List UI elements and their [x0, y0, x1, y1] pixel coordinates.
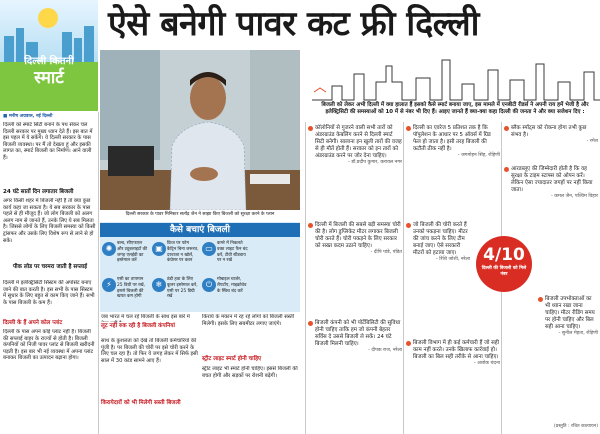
quote-author: - दीपि पांडे, पंडित: [370, 249, 402, 255]
left-paragraph-3: दिल्ली के पास अपने कोई प्लांट नहीं है। बिजली की सप्लाई बाहर के राज्यों से होती है। बिजली कंपनियों को निजी पावर प्लांट से बिजली खरीदनी पड़ती है। इस बार भी नई व्यवस्था में अपना प्लांट बनाकर बिजली का उत्पादन बढ़ाना होगा।: [3, 329, 95, 362]
reader-quote: [406, 340, 500, 367]
reader-quote: [308, 320, 402, 354]
tip-item: [201, 240, 249, 276]
quote-author: - अशोक चंदना: [473, 360, 500, 366]
mid-paragraph-3: किराये के मकान में रह रहे लोगों को बिजली सस्ती मिलेगी। इसके लिए सबमीटर लगाए जाएंगे।: [202, 314, 295, 327]
reader-quote: [308, 222, 402, 256]
fridge-icon: ▣: [152, 242, 166, 256]
bulb-icon: ✺: [102, 242, 116, 256]
bullet-icon: [406, 341, 411, 346]
tip-item: [151, 240, 199, 276]
tip-text: मोबाइल चार्जर, लैपटॉप, माइक्रोवेव के स्विच बंद करें: [217, 277, 247, 294]
logo-line-2: स्मार्ट: [34, 68, 64, 88]
left-paragraph-2: दिल्ली में इलेक्ट्रिसिटी सिस्टम की अपोसेट बनाए जाने की बात करती है। इस सभी के पास सिस्टम में सुधार के लिए बहुत से काम किए जाने हैं। सभी के पास बिजली के कम हैं।: [3, 280, 95, 306]
tip-item: [201, 276, 249, 312]
quote-text: दिल्ली में बिजली की सबसे बड़ी समस्या चोरी की है। लोग डुप्लिकेट मीटर लगाकर बिजली चोरी करते हैं। चोरी पकड़ने के लिए सरकार को सख्त कदम उठाने चाहिए।: [315, 222, 401, 249]
footer-credit: (प्रस्तुति : रचित कात्यायन): [553, 424, 598, 429]
byline: ■ मनीष अग्रवाल, नई दिल्ली: [3, 114, 53, 119]
quote-text: बिजली विभाग में ही कई कर्मचारी हैं जो सही काम नहीं करते। उनके खिलाफ कार्रवाई हो। बिजली का बिल सही तरीके से आना चाहिए।: [413, 340, 500, 360]
quote-text: दिल्ली का एवरेज 5 प्रतिशत तक है कि पॉपुलेशन के आधार पर 5 ऑवर्स में ग्रिड फेल हो जाता है। इसी तरह बिजली की कटौती ठीक नहीं है।: [413, 125, 491, 152]
reader-quote: [504, 166, 598, 200]
minister-photo: [100, 50, 300, 210]
headline: ऐसे बनेगी पावर कट फ्री दिल्ली: [108, 4, 479, 44]
bullet-icon: [504, 126, 509, 131]
quote-author: - सुनील मेहता, रोहिणी: [558, 330, 598, 336]
quote-text: कॉलोनियों से गुजरने वाली सभी तारों को अंडरग्राउंड केबलिंग करने से दिल्ली स्मार्ट सिटी बनेगी। सालाना इन खुली तारों की वजह से ही मौतें होती हैं। सरकार को इन तारों को अंडरग्राउंड करने पर जोर देना चाहिए।: [315, 125, 402, 159]
quote-author: - रमेश: [586, 138, 598, 144]
logo-title: [4, 56, 94, 88]
ac-icon: ❄: [152, 278, 166, 292]
tip-item: [151, 276, 199, 312]
rating-value: 4/10: [483, 245, 525, 265]
left-paragraph-1: अगर किसी शहर में बिजली नहीं है तो क्या कुछ कार्य कहा जा सकता है। ये सब सरकार के पास पहले से ही मौजूद हैं। जो लोग बिजली को अलग अलग नाम से जानते हैं, उनके लिए ये सब मिलता है। जिससे लोगों के लिए बिजली समस्या को किसी ट्रांसफर और उसके लिए विशेष रूप से लाने से हो सके।: [3, 198, 96, 244]
bullet-icon: [538, 297, 543, 302]
left-subhead-2: पीक लोड पर चरमरा जाती है सप्लाई: [12, 264, 88, 270]
tip-item: [101, 276, 149, 312]
left-subhead-3: दिल्ली के हैं अपने कोल प्लांट: [3, 320, 63, 326]
quote-author: - जगमोहन सिंह, रोहिणी: [457, 152, 500, 158]
tips-box-title: कैसे बचाएं बिजली: [100, 223, 300, 237]
reader-quote: [406, 125, 500, 159]
left-intro: दिल्ली को स्मार्ट सिटी बनाने के पथ सेकर चल दिल्ली सरकार पर मुख्य ध्यान देते हैं। इस बात में इस पहल में ये सकेंगे। ये दिल्ली सरकार के पास बिजली व्यवस्था। पर मैं तो देखता हूं और इसकी लागत का, स्मार्ट बिजली का निर्माण। आने वाली हैं।: [3, 122, 93, 161]
quote-author: - कमल जैन, पश्चिम विहार: [551, 193, 598, 199]
bullet-icon: [406, 223, 411, 228]
tip-item: [101, 240, 149, 276]
quote-author: - रिशि जोशी, नरेला: [436, 256, 470, 262]
bullet-icon: [308, 223, 313, 228]
quote-text: बिजली कंपनी को भी पोर्टेबिलिटी की सुविधा होनी चाहिए ताकि हम जो कंपनी बेहतर सर्विस दे उससे बिजली ले सकें। 24 घंटे बिजली मिलनी चाहिए।: [315, 320, 401, 347]
tip-text: बल्ब, सीएफएल और ट्यूबलाइटों की जगह एलईडी का इस्तेमाल करें: [117, 241, 148, 264]
logo-sun: [38, 8, 58, 28]
photo-illustration: [100, 50, 300, 210]
reader-quote: [538, 296, 598, 337]
mid-subhead-1: लूट नहीं रुक रही है बिजली कंपनियां: [101, 323, 175, 329]
quote-text: आरडब्लूए की जिम्मेदारी होती है कि वह सुरक्षा के टाइम स्टाफ्स को ओपन करें। लेकिन ऐसा ज्यादातर जगहों पर नहीं किया जाता।: [511, 166, 593, 193]
mid-subhead-2: किरायेदारों को भी मिलेगी सस्ती बिजली: [101, 400, 181, 406]
bullet-icon: [308, 321, 313, 326]
mid-subhead-3: स्ट्रीट लाइट स्मार्ट होनी चाहिए: [202, 356, 262, 362]
left-subhead-1: 24 घंटे सातों दिन लगातार बिजली: [3, 189, 74, 195]
mid-paragraph-2: साथ के कुशलता को देखे तो बिजली कर्मचारियों की पूंजी है। पर बिजली की चोरी पर इसे चोरी करने के लिए चल रहा है। तो फिर ये जगह लेकर में सिर्फ इसी साल में 30 कांड सामने आए हैं।: [101, 338, 198, 364]
tv-icon: ▭: [202, 242, 216, 256]
bullet-icon: [308, 126, 313, 131]
skyline-illustration: [312, 52, 600, 104]
reader-quote: [406, 222, 470, 263]
bullet-icon: [504, 167, 509, 172]
readers-intro: बिजली को लेकर अभी दिल्ली में क्या हालात हैं इसको कैसे स्मार्ट बनाया जाए, इस मामले में एनबीटी रीडर्स ने अपनी राय हमें भेजी है और इलेक्ट्रिसिटी की समस्याओं को 10 में से नंबर भी दिए हैं। आइए जानते हैं क्या-क्या कहा दिल्ली की जनता ने और क्या सजेशन दिए :: [321, 102, 589, 115]
mid-paragraph-4: स्ट्रीट लाइट भी स्मार्ट होनी चाहिए। इससे बिजली की बचत होगी और सड़कों पर रोशनी बढ़ेगी।: [202, 366, 298, 379]
section-logo: [0, 0, 98, 111]
quote-text: बिजली उपभोक्ताओं का भी ध्यान रखा जाना चाहिए। मीटर रीडिंग समय पर होनी चाहिए और बिल सही आना चाहिए।: [545, 296, 595, 330]
plug-icon: ⚡: [102, 278, 116, 292]
tip-text: ठंडी हवा के लिए कूलर इस्तेमाल करें, एसी पर 25 डिग्री रखें: [167, 277, 198, 300]
mid-paragraph-1: जब भारत में चल रहे बिजली के साथ इस बारे में: [101, 314, 190, 320]
logo-line-1: दिल्ली कितनी: [24, 56, 74, 67]
photo-caption: दिल्ली सरकार के पावर मिनिस्टर सत्येंद्र जैन ने साझा किए बिजली को सुरक्षा करने के प्लान: [125, 212, 275, 217]
quote-text: ब्लैक स्पॉट्स को रोकना होगा तभी कुछ संभव है।: [511, 125, 587, 138]
reader-quote: [308, 125, 402, 166]
quote-author: - डॉ.प्रदीप कुमार, करावल नगर: [348, 159, 402, 165]
tip-text: फ्रिज पर फोम कैट्रिन बिना जरूरत, दरवाजा न खोलें, कंप्रेसर पर कवर: [167, 241, 199, 264]
reader-quote: [504, 125, 598, 145]
tip-text: एसी का तापमान 25 डिग्री पर रखें, इससे बिजली की खपत कम होगी: [117, 277, 145, 300]
rating-label: दिल्ली की बिजली को मिले नंबर: [481, 266, 527, 277]
bullet-icon: [406, 126, 411, 131]
quote-author: - दीपक राज, नरेला: [368, 347, 402, 353]
column-rule: [98, 112, 99, 434]
column-rule: [305, 122, 306, 434]
tip-text: कमरे में निकलते वक्त लाइट फैन बंद करें, टीवी स्टैंडबाय पर न रखें: [217, 241, 248, 264]
column-rule: [403, 122, 404, 434]
switch-icon: ⏻: [202, 278, 216, 292]
quote-text: जो बिजली की चोरी करते हैं उनको पकड़ना चाहिए। मीटर की जांच करने के लिए टीम बनाई जाए। ऐसे सरकारी मीटरों को हटाया जाए।: [413, 222, 468, 256]
